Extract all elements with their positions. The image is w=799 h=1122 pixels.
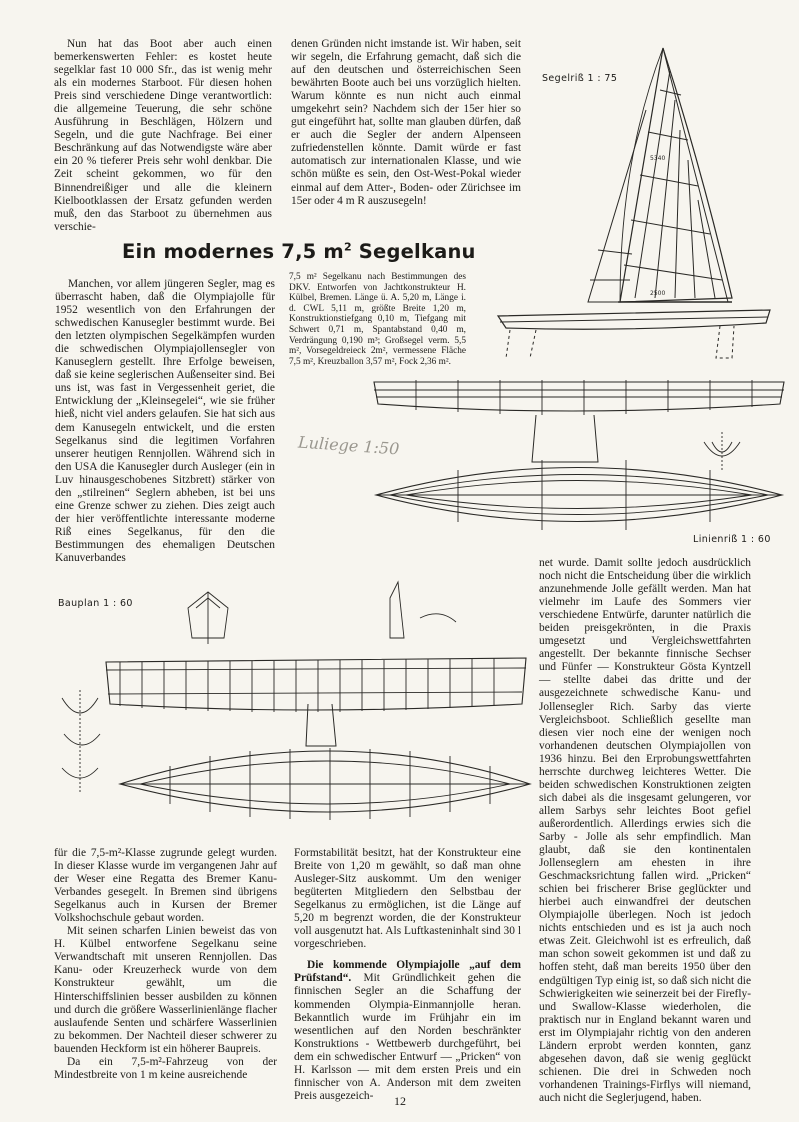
right-long-column: net wurde. Damit sollte jedoch ausdrücklich noch nicht die Entscheidung über die wirklich anzunehmende Jolle gefällt werden. Man hat vielmehr im Laufe des Sommers vier verschiedene Entwürfe, darunter natürlich die beiden preisgekrönten, in die Praxis umgesetzt und Vergleichswettfahrten angestellt. Der bekannte finnische Sechser und Fünfer — Konstrukteur Gösta Kyntzell — stellte dabei das dritte und der ausgezeichnete schwedische Kanu- und Jollensegler Rich. Sarby das vierte Vergleichsboot. Schließlich gesellte man diesen vier noch eine der wenigen noch vorhandenen deutschen Olympiajollen von 1936 hinzu. Bei den Erprobungswettfahrten herrschte durchweg leichteres Wetter. Die beiden schwedischen Konstruktionen zeigten sich dabei als die insgesamt gelungeren, vor allem Sarbys sehr leichtes Boot gefiel außerordentlich. Allerdings erwies sich die Sarby - Jolle als sehr empfindlich. Man glaubt, daß sie den kontinentalen Jollenseglern am ehesten in ihre Geschmacksrichtung fallen wird. „Pricken“ schien bei frischerer Brise geglückter und hierbei auch einwandfrei der deutschen Olympiajolle überlegen. Noch ist jedoch nichts entschieden und es ist ja auch noch etwas Zeit. Gleichwohl ist es erfreulich, daß man schon soweit gekommen ist und daß zu hoffen steht, daß man bereits 1950 über den endgültigen Typ einig ist, so daß sich nicht die Schwierigkeiten wie seinerzeit bei der Firefly- und Swallow-Klasse wiederholen, die praktisch nur in England bekannt waren und erst im Olympiajahr richtig von den anderen Ländern erprobt werden konnten, ganz abgesehen davon, daß sie wenig geglückt schienen. Die drei in Schweden noch vorhandenen Trainings-Firflys will niemand, auch nicht die Seglerjugend, haben. — [539, 557, 751, 1104]
construction-plan-drawing — [60, 578, 535, 840]
article-title: Ein modernes 7,5 $m^2$ Segelkanu — [122, 240, 476, 263]
lines-plan-drawing — [366, 370, 794, 545]
top-left-column: Nun hat das Boot aber auch einen bemerkenswerten Fehler: es kostet heute segelklar fast 10 000 Sfr., das ist wenig mehr als ein modernes Starboot. Für diesen hohen Preis sind verschiedene Dinge verantwortlich: die allgemeine Teuerung, die sehr schöne Ausführung in Beschlägen, Hölzern und Segeln, und die gute Nachfrage. Bei einer Beschränkung auf das Notwendigste wäre aber ein 20 % tieferer Preis sehr wohl denkbar. Die Zeit scheint gekommen, wo für den Binnendreißiger und alle die kleinern Kielbootklassen der Ersatz gefunden werden muß, den das Starboot zu übernehmen aus verschie- — [54, 38, 272, 233]
intro-column: Manchen, vor allem jüngeren Segler, mag es überrascht haben, daß die Olympiajolle für 1952 wesentlich von den Erfahrungen der schwedischen Kanusegler bestimmt wurde. Bei den letzten olympischen Segelkämpfen wurden die schwedischen Olympiajollensegler von Kanuseglern gestellt. Ihre Erfolge beweisen, daß sie keine seglerischen Außenseiter sind. Bei uns ist, was fast in Vergessenheit geriet, die Entwicklung der „Kleinsegelei“, wie sie früher hieß, nicht viel anders gelaufen. Sie hat sich aus dem Kanusegeln entwickelt, und die ersten Segelkanus sind die legitimen Vorfahren unserer heutigen Rennjollen. Während sich in den USA die Kanusegler durch Ausleger (ein in Luv hinausgeschobenes Sitzbrett) stärker von den „stilreinen“ Seglern abheben, ist bei uns eine Grenze schwer zu ziehen. Dies zeigt auch der hier veröffentlichte interessante moderne Riß eines Segelkanus, für den die Bestimmungen des ehemaligen Deutschen Kanuverbandes — [55, 278, 275, 564]
sail-plan-drawing — [470, 40, 795, 370]
label-segelriss: Segelriß 1 : 75 — [542, 73, 618, 84]
olympiajolle-heading: Die kommende Olympiajolle „auf dem Prüfstand“. — [294, 959, 521, 985]
bottom-left-column: für die 7,5-m²-Klasse zugrunde gelegt wurden. In dieser Klasse wurde im vergangenen Jahr auf der Weser eine Regatta des Bremer Kanu-Verbandes gesegelt. In Bremen sind übrigens Segelkanus auch in Kursen der Bremer Volkshochschule gebaut worden. Mit seinen scharfen Linien beweist das von H. Külbel entworfene Segelkanu seine Verwandtschaft mit unseren Rennjollen. Das Kanu- oder Kreuzerheck wurde von dem Konstrukteur gewählt, um die Hinterschiffslinien besser ausbilden zu können und durch die größere Wasserlinienlänge flacher auslaufende Senten und schärfere Wasserlinien zu bekommen. Der Nachteil dieser schwerer zu bauenden Heckform ist ein höherer Baupreis. Da ein 7,5-m²-Fahrzeug von der Mindestbreite von 1 m keine ausreichende — [54, 847, 277, 1081]
label-bauplan: Bauplan 1 : 60 — [58, 598, 133, 609]
svg-text:5340: 5340 — [650, 155, 666, 162]
pencil-annotation: Luliege 1:50 — [297, 432, 400, 459]
top-middle-column: denen Gründen nicht imstande ist. Wir haben, seit wir segeln, die Erfahrung gemacht, daß sich die auf den deutschen und österreichischen Seen bewährten Boote auch bei uns vorzüglich hielten. Warum könnte es nun nicht auch einmal umgekehrt sein? Nachdem sich der 15er hier so gut eingeführt hat, sollte man glauben dürfen, daß er auch die Segler der andern Alpenseen zufriedenstellen könnte. Damit würde er fast automatisch zur internationalen Klasse, und wie schön müßte es sein, den Ost-West-Pokal wieder einmal auf dem Atter-, Boden- oder Zürichsee im 15er oder 4 m R auszusegeln! — [291, 38, 521, 207]
page-number: 12 — [394, 1094, 406, 1108]
spec-caption: 7,5 m² Segelkanu nach Bestimmungen des DKV. Entworfen von Jachtkonstrukteur H. Külbel, Bremen. Länge ü. A. 5,20 m, Länge i. d. CWL 5,11 m, größte Breite 1,20 m, Konstruktionstiefgang 0,10 m, Tiefgang mit Schwert 0,71 m, Spantabstand 0,40 m, Verdrängung 0,190 m³; Großsegel verm. 5,5 m², Vorsegeldreieck 2m², vermessene Fläche 7,5 m², Kreuzballon 3,57 m², Fock 2,36 m². — [289, 272, 466, 367]
bottom-middle-column: Formstabilität besitzt, hat der Konstrukteur eine Breite von 1,20 m gewählt, so daß man ohne Ausleger-Sitz auskommt. Um den weniger begüterten Mitgliedern den Selbstbau der Segelkanus zu ermöglichen, ist die Länge auf 5,20 m begrenzt worden, die der Konstrukteur voll ausgenutzt hat. Als Luftkasteninhalt sind 30 l vorgeschrieben. Die kommende Olympiajolle „auf dem Prüfstand“. Mit Gründlichkeit gehen die finnischen Segler an die Schaffung der kommenden Olympia-Einmannjolle heran. Bekanntlich wurde im Frühjahr ein im wesentlichen auf den Norden beschränkter Konstruktions - Wettbewerb durchgeführt, bei dem ein schwedischer Entwurf — „Pricken“ von H. Karlsson — mit dem ersten Preis und ein finnischer von A. Anderson mit dem zweiten Preis ausgezeich- — [294, 847, 521, 1102]
svg-text:2500: 2500 — [650, 290, 666, 297]
label-linienriss: Linienriß 1 : 60 — [693, 534, 771, 545]
